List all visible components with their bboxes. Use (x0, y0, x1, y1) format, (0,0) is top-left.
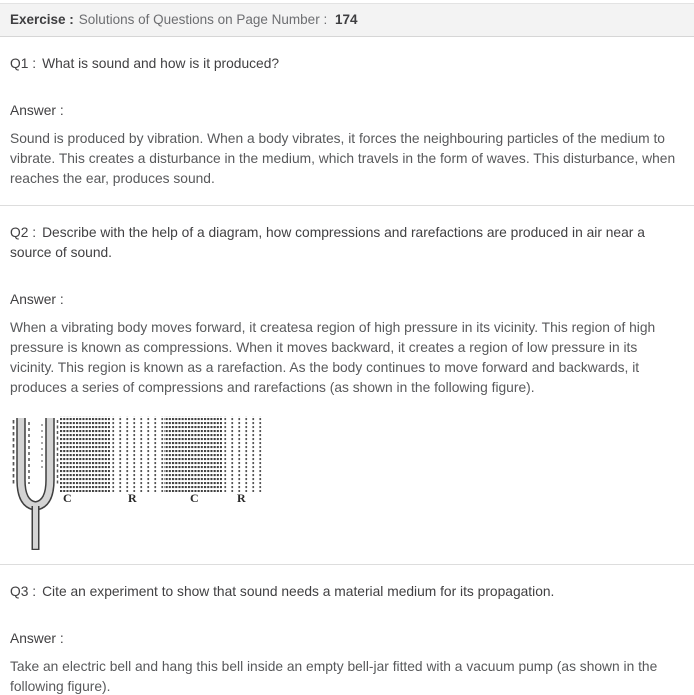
question-label-q1: Q1 : (10, 56, 37, 71)
question-label-q3: Q3 : (10, 584, 37, 599)
answer-text-q3: Take an electric bell and hang this bell inside an empty bell-jar fitted with a vacuum pump (as shown in the following figure). (10, 659, 658, 694)
answer-label-q2: Answer : (10, 292, 64, 307)
tuning-fork-diagram-icon (12, 414, 262, 554)
question-label-q2: Q2 : (10, 225, 37, 240)
section-divider-2 (0, 564, 694, 565)
content-area (0, 54, 694, 695)
figure-band-labels (63, 491, 246, 505)
question-text-q1: What is sound and how is it produced? (42, 56, 280, 71)
tuning-fork-icon (21, 418, 50, 550)
rarefaction-label-1: R (128, 491, 137, 505)
answer-label-q3: Answer : (10, 631, 64, 646)
question-q1 (10, 54, 684, 74)
question-q3 (10, 582, 684, 602)
question-q2 (10, 223, 684, 263)
answer-text-q2: When a vibrating body moves forward, it createsa region of high pressure in its vicinity. This region of high pressure is known as compressions. When it moves backward, it creates a region of low pressure in its vicinity. This region is known as a rarefaction. As the body continues to move forward and backwards, it produces a series of compressions and rarefactions (as shown in the following figure). (10, 320, 656, 395)
exercise-solutions-page (0, 3, 694, 695)
compression-label-1: C (63, 491, 72, 505)
exercise-header (0, 3, 694, 37)
exercise-label: Exercise : (10, 12, 74, 27)
answer-text-q1: Sound is produced by vibration. When a body vibrates, it forces the neighbouring particles of the medium to vibrate. This creates a disturbance in the medium, which travels in the form of waves. This disturbance, when reaches the ear, produces sound. (10, 131, 676, 186)
exercise-subtitle: Solutions of Questions on Page Number : (78, 12, 328, 27)
page-number: 174 (334, 12, 358, 27)
question-text-q2: Describe with the help of a diagram, how compressions and rarefactions are produced in air near a source of sound. (10, 225, 645, 260)
compression-rarefaction-pattern (60, 416, 262, 492)
qa-section-q3 (10, 582, 684, 695)
section-divider-1 (0, 205, 694, 206)
qa-section-q1 (10, 54, 684, 189)
rarefaction-label-2: R (237, 491, 246, 505)
answer-label-q1: Answer : (10, 103, 64, 118)
qa-section-q2 (10, 223, 684, 554)
question-text-q3: Cite an experiment to show that sound needs a material medium for its propagation. (42, 584, 555, 599)
compression-label-2: C (190, 491, 199, 505)
tuning-fork-figure (12, 414, 262, 554)
